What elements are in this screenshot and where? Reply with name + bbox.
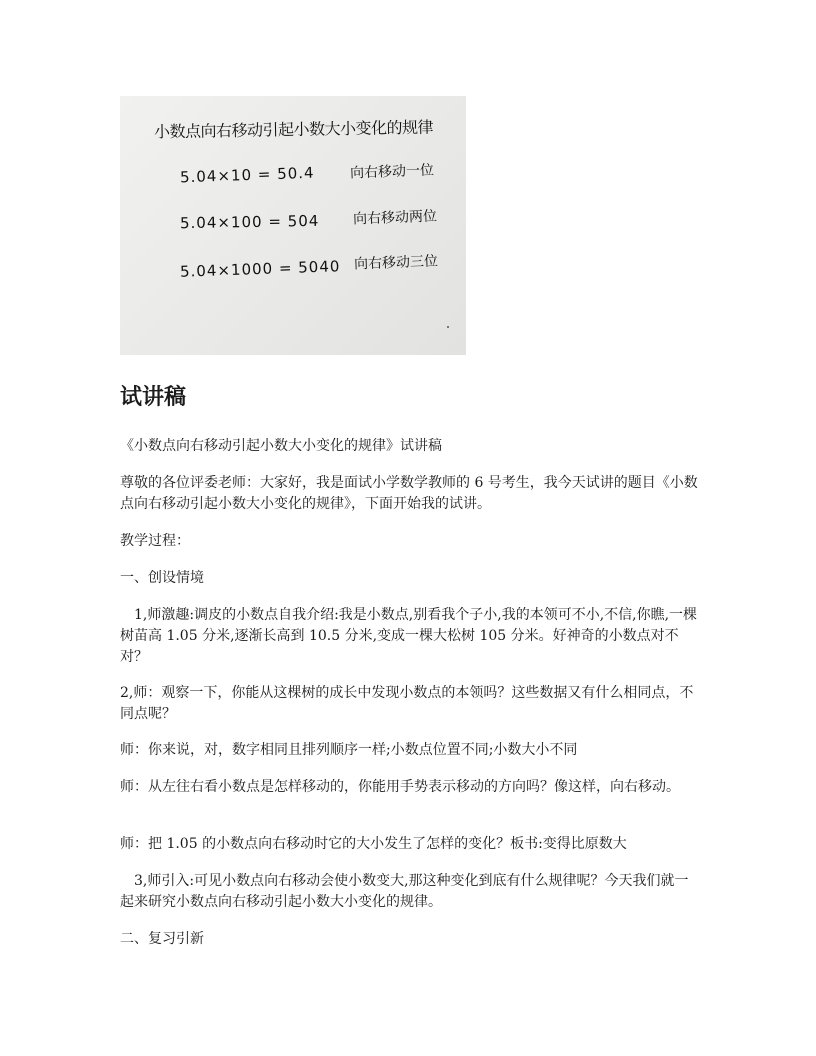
step-paragraph-2: 2,师：观察一下，你能从这棵树的成长中发现小数点的本领吗？这些数据又有什么相同点，不同点呢？ [120,685,694,722]
teacher-remark-1: 师：你来说，对，数字相同且排列顺序一样;小数点位置不同;小数大小不同 [120,742,578,758]
photo-note-3: 向右移动三位 [353,253,439,273]
photo-equation-3: 5.04×1000 = 5040 [179,257,341,281]
teacher-remark-2: 师：从左往右看小数点是怎样移动的，你能用手势表示移动的方向吗？像这样，向右移动。 [120,779,680,795]
photo-note-2: 向右移动两位 [352,208,438,228]
step-paragraph-3: 3,师引入:可见小数点向右移动会使小数变大,那这种变化到底有什么规律呢？今天我们就一起来研究小数点向右移动引起小数大小变化的规律。 [120,873,689,910]
section-heading-1: 一、创设情境 [120,570,204,586]
lecture-title: 《小数点向右移动引起小数大小变化的规律》试讲稿 [120,438,442,454]
section-heading-2: 二、复习引新 [120,931,204,947]
photo-note-1: 向右移动一位 [349,162,435,182]
teacher-remark-3: 师：把 1.05 的小数点向右移动时它的大小发生了怎样的变化？板书:变得比原数大 [120,836,627,852]
teaching-process-label: 教学过程： [120,533,190,549]
photo-title: 小数点向右移动引起小数大小变化的规律 [153,117,434,142]
photo-speck [447,326,449,328]
step-paragraph-1: 1,师激趣:调皮的小数点自我介绍:我是小数点,别看我个子小,我的本领可不小,不信,你瞧,一棵树苗高 1.05 分米,逐渐长高到 10.5 分米,变成一棵大松树 105 分米。好神奇的小数点对不对？ [120,607,698,665]
greeting-paragraph: 尊敬的各位评委老师：大家好，我是面试小学数学教师的 6 号考生，我今天试讲的题目《小数点向右移动引起小数大小变化的规律》，下面开始我的试讲。 [120,475,698,512]
photo-equation-1: 5.04×10 = 50.4 [179,163,315,187]
handwritten-board-photo [120,96,466,355]
photo-equation-2: 5.04×100 = 504 [179,211,320,233]
document-heading: 试讲稿 [120,385,187,410]
